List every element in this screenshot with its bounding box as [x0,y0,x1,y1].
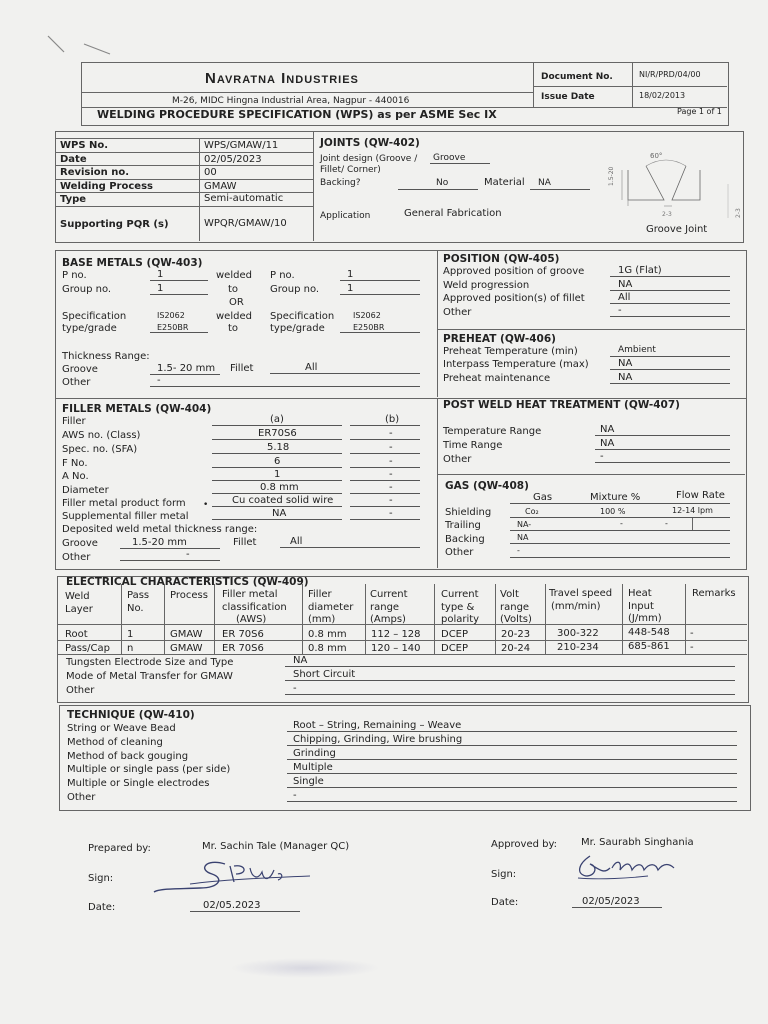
process-label: Welding Process [60,181,153,192]
technique-value: Grinding [293,748,336,759]
filler-fillet-label: Fillet [233,537,257,548]
to-label: to [228,284,239,295]
pwht-title: POST WELD HEAT TREATMENT (QW-407) [443,399,680,411]
sketch-root: 2-3 [735,208,742,218]
process-value: GMAW [204,181,237,192]
base-groove-label: Groove [62,364,98,375]
groove-position-label: Approved position of groove [443,266,585,277]
fillet-position-value: All [618,292,631,303]
col-header: No. [127,603,144,614]
gas-backing-value: NA [517,533,529,542]
trailing-gas: NA- [517,520,532,529]
filler-row-a: ER70S6 [258,428,297,439]
tungsten-label: Tungsten Electrode Size and Type [66,657,234,668]
joints-title: JOINTS (QW-402) [320,137,420,149]
table-cell: - [690,642,694,653]
issue-date-value: 18/02/2013 [639,91,686,100]
filler-groove-value: 1.5-20 mm [132,537,187,548]
table-cell: 20-24 [501,643,531,654]
base-pno2-label: P no. [270,270,295,281]
col-header: range [370,602,400,613]
sign2-label: Sign: [491,869,517,880]
position-other-value: - [618,305,622,316]
col-header: (J/mm) [628,613,662,624]
table-cell: DCEP [441,643,469,654]
col-header: Current [370,589,408,600]
preheat-temp-label: Preheat Temperature (min) [443,346,578,357]
approved-date-label: Date: [491,897,519,908]
joint-design-label-2: Fillet/ Corner) [320,165,381,175]
fillet-position-label: Approved position(s) of fillet [443,293,585,304]
technique-label: Multiple or single pass (per side) [67,764,231,775]
filler-row-b: - [389,428,393,439]
transfer-mode-value: Short Circuit [293,669,356,680]
welded-label: welded [216,270,252,281]
table-cell: Root [65,629,88,640]
revision-label: Revision no. [60,167,130,178]
position-other-label: Other [443,307,472,318]
prepared-date-label: Date: [88,902,116,913]
col-header: Remarks [692,588,736,599]
wps-no-value: WPS/GMAW/11 [204,140,279,151]
interpass-label: Interpass Temperature (max) [443,359,589,370]
sketch-caption: Groove Joint [646,224,708,235]
doc-no-value: NI/R/PRD/04/00 [639,70,701,79]
pwht-other-label: Other [443,454,472,465]
col-header: Travel speed [549,588,613,599]
trailing-flow: - [665,519,668,528]
joint-design-value: Groove [433,153,466,163]
spec2-value: IS2062 [353,311,381,320]
electrical-other-label: Other [66,685,95,696]
col-header: range [500,602,530,613]
filler-row-label: Spec. no. (SFA) [62,444,138,455]
gas-header-mixture: Mixture % [590,492,641,503]
preparer-signature [150,858,320,898]
gas-other-label: Other [445,547,474,558]
table-cell: 112 – 128 [371,629,421,640]
pwht-time-label: Time Range [443,440,503,451]
table-cell: ER 70S6 [222,629,264,640]
col-header: Filler metal [222,589,278,600]
page-number: Page 1 of 1 [677,107,722,116]
sketch-thickness: 1.5-20 [608,166,615,186]
filler-other-label: Other [62,552,91,563]
base-pno-value: 1 [157,269,164,280]
filler-col-a: (a) [270,414,284,425]
pwht-temp-value: NA [600,424,615,435]
gas-other-value: - [517,546,520,555]
technique-title: TECHNIQUE (QW-410) [67,709,195,721]
gas-header-flow: Flow Rate [676,490,725,501]
table-cell: - [690,628,694,639]
table-cell: DCEP [441,629,469,640]
table-cell: 20-23 [501,629,531,640]
electrical-other-value: - [293,683,297,694]
technique-label: Method of cleaning [67,737,163,748]
gas-title: GAS (QW-408) [445,480,529,492]
shielding-label: Shielding [445,507,492,518]
pqr-value: WPQR/GMAW/10 [204,218,287,229]
col-header: classification [222,602,287,613]
spec-label-2: type/grade [62,323,117,334]
technique-value: Multiple [293,762,333,773]
col-header: (AWS) [236,614,267,625]
technique-value: Single [293,776,324,787]
filler-other-value: - [186,549,190,560]
table-cell: 0.8 mm [308,629,347,640]
table-cell: GMAW [170,629,203,640]
material-value: NA [538,178,551,188]
table-cell: 300-322 [557,628,599,639]
bullet: • [203,500,209,510]
technique-label: Method of back gouging [67,751,189,762]
approved-date-value: 02/05/2023 [582,896,640,907]
col-header: Current [441,589,479,600]
table-cell: ER 70S6 [222,643,264,654]
thickness-label: Thickness Range: [62,351,150,362]
col-header: Weld [65,591,90,602]
progression-value: NA [618,279,633,290]
filler-row-label: A No. [62,471,89,482]
spec-label-1: Specification [62,311,127,322]
tungsten-value: NA [293,655,308,666]
col-header: (Volts) [500,614,532,625]
preheat-title: PREHEAT (QW-406) [443,333,556,345]
sketch-gap: 2-3 [662,211,672,218]
application-label: Application [320,211,371,221]
col-header: Layer [65,604,93,615]
trailing-label: Trailing [445,520,481,531]
base-fillet-label: Fillet [230,363,254,374]
technique-label: Multiple or Single electrodes [67,778,210,789]
prepared-by-label: Prepared by: [88,843,151,854]
date-label: Date [60,154,87,165]
sketch-angle: 60° [650,152,663,160]
filler-fillet-value: All [290,536,303,547]
scan-smudge [230,958,380,978]
pqr-label: Supporting PQR (s) [60,219,169,230]
filler-row-label: F No. [62,458,88,469]
transfer-mode-label: Mode of Metal Transfer for GMAW [66,671,233,682]
filler-row-a: 6 [274,456,281,467]
filler-row-a: Cu coated solid wire [232,495,334,506]
technique-value: Root – String, Remaining – Weave [293,720,462,731]
technique-label: String or Weave Bead [67,723,176,734]
col-header: Input [628,601,654,612]
filler-row-b: - [389,508,393,519]
filler-row-b: - [389,482,393,493]
base-other-label: Other [62,377,91,388]
filler-row-a: 1 [274,469,281,480]
electrical-title: ELECTRICAL CHARACTERISTICS (QW-409) [66,576,309,588]
pwht-time-value: NA [600,438,615,449]
sign-label: Sign: [88,873,114,884]
table-cell: 685-861 [628,641,670,652]
table-cell: 1 [127,629,134,640]
col-header: Pass [127,590,150,601]
shielding-flow: 12-14 lpm [672,506,713,515]
base-fillet-value: All [305,362,318,373]
application-value: General Fabrication [404,208,502,219]
deposited-label: Deposited weld metal thickness range: [62,524,258,535]
filler-row-b: - [389,469,393,480]
pwht-temp-label: Temperature Range [443,426,542,437]
col-header: Filler [308,589,332,600]
base-group-label: Group no. [62,284,112,295]
filler-row-a: 5.18 [267,442,290,453]
pwht-other-value: - [600,451,604,462]
filler-col-b: (b) [385,414,400,425]
filler-row-label: Diameter [62,485,109,496]
filler-row-b: - [389,456,393,467]
filler-groove-label: Groove [62,538,98,549]
base-pno-label: P no. [62,270,87,281]
col-header: (mm) [308,614,336,625]
technique-label: Other [67,792,96,803]
base-group2-value: 1 [347,283,354,294]
table-cell: 448-548 [628,627,670,638]
interpass-value: NA [618,358,633,369]
prepared-date-value: 02/05.2023 [203,900,261,911]
type-label: Type [60,194,87,205]
or-label: OR [229,297,244,308]
table-cell: Pass/Cap [65,643,110,654]
filler-row-label: Filler metal product form [62,498,186,509]
filler-title: FILLER METALS (QW-404) [62,403,212,415]
to2-label: to [228,323,239,334]
filler-row-b: - [389,495,393,506]
filler-row-label: AWS no. (Class) [62,430,141,441]
gas-header-gas: Gas [533,492,553,503]
groove-position-value: 1G (Flat) [618,265,662,276]
maintenance-value: NA [618,372,633,383]
issue-date-label: Issue Date [541,92,595,102]
backing-value: No [436,178,449,188]
company-address: M-26, MIDC Hingna Industrial Area, Nagpur - 440016 [172,96,410,106]
col-header: polarity [441,614,480,625]
base-groove-value: 1.5- 20 mm [157,363,216,374]
grade2-value: E250BR [353,323,385,332]
filler-row-a: NA [272,508,287,519]
col-header: Volt [500,589,519,600]
spec1-value: IS2062 [157,311,185,320]
maintenance-label: Preheat maintenance [443,373,551,384]
backing-label: Backing? [320,178,361,188]
shielding-mixture: 100 % [600,507,626,516]
col-header: (mm/min) [551,601,601,612]
revision-value: 00 [204,167,217,178]
base-group2-label: Group no. [270,284,320,295]
filler-label: Filler [62,416,86,427]
spec2-label-1: Specification [270,311,335,322]
approved-by-label: Approved by: [491,839,558,850]
approved-by-name: Mr. Saurabh Singhania [581,837,694,848]
date-value: 02/05/2023 [204,154,262,165]
progression-label: Weld progression [443,280,530,291]
preheat-temp-value: Ambient [618,345,656,355]
technique-value: - [293,790,297,801]
type-value: Semi-automatic [204,193,284,204]
base-metals-title: BASE METALS (QW-403) [62,257,203,269]
position-title: POSITION (QW-405) [443,253,560,265]
table-cell: 0.8 mm [308,643,347,654]
approver-signature [570,850,690,886]
base-other-value: - [157,375,161,386]
col-header: diameter [308,602,354,613]
trailing-mixture: - [620,519,623,528]
document-title: WELDING PROCEDURE SPECIFICATION (WPS) as per ASME Sec IX [97,108,497,121]
shielding-gas: Co₂ [525,507,539,516]
prepared-by-name: Mr. Sachin Tale (Manager QC) [202,841,350,852]
filler-row-b: - [389,442,393,453]
table-cell: 210-234 [557,642,599,653]
spec2-label-2: type/grade [270,323,325,334]
doc-no-label: Document No. [541,72,613,82]
technique-value: Chipping, Grinding, Wire brushing [293,734,463,745]
base-group-value: 1 [157,283,164,294]
material-label: Material [484,177,525,188]
col-header: Heat [628,588,652,599]
grade1-value: E250BR [157,323,189,332]
table-cell: n [127,643,134,654]
base-pno2-value: 1 [347,269,354,280]
col-header: (Amps) [370,614,406,625]
filler-row-label: Supplemental filler metal [62,511,189,522]
company-name: Navratna Industries [205,70,359,87]
table-cell: GMAW [170,643,203,654]
col-header: Process [170,590,208,601]
col-header: type & [441,602,475,613]
welded2-label: welded [216,311,252,322]
joint-design-label-1: Joint design (Groove / [320,154,418,164]
gas-backing-label: Backing [445,534,485,545]
filler-row-a: 0.8 mm [260,482,299,493]
table-cell: 120 – 140 [371,643,421,654]
wps-no-label: WPS No. [60,140,109,151]
